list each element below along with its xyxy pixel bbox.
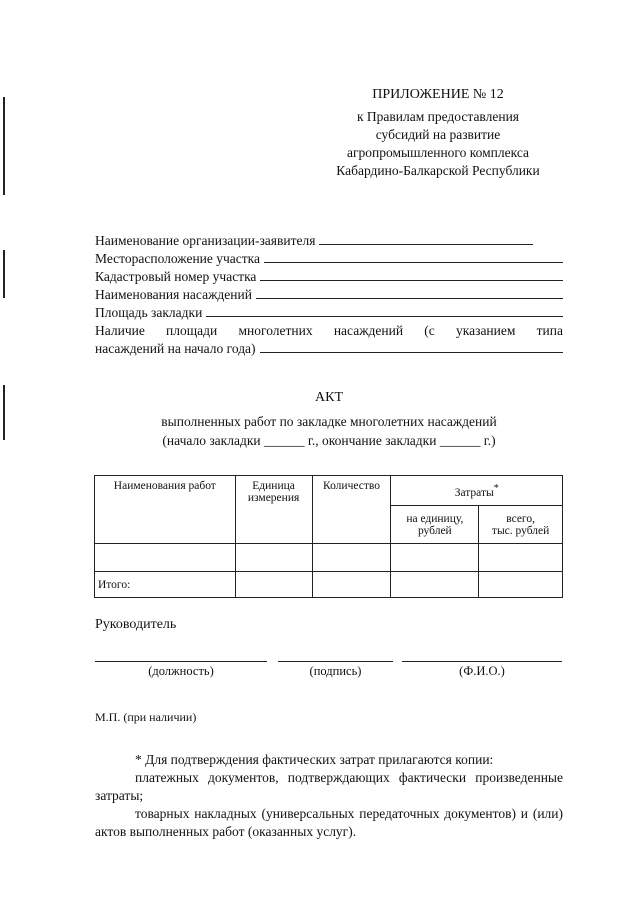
field-plantings <box>95 286 563 304</box>
field-label: Месторасположение участка <box>95 251 261 266</box>
field-label: Наименования насаждений <box>95 287 252 302</box>
field-label: Кадастровый номер участка <box>95 269 257 284</box>
applicant-fields <box>95 232 563 358</box>
field-area <box>95 304 563 322</box>
footnote <box>95 751 563 841</box>
total-label: Итого: <box>95 572 236 598</box>
sign-label: (подпись) <box>309 664 362 678</box>
field-label: насаждений на начало года) <box>95 341 256 356</box>
act-title: АКТ <box>315 390 343 405</box>
field-org-name <box>95 232 563 250</box>
fill-line[interactable] <box>319 232 533 245</box>
header-per-unit-line: рублей <box>417 524 452 537</box>
position-label: (должность) <box>148 664 214 678</box>
position-line[interactable] <box>95 661 267 662</box>
header-per-unit <box>391 506 479 544</box>
name-label: (Ф.И.О.) <box>459 664 505 678</box>
field-label: Наличие площади многолетних насаждений (с указанием типа <box>95 323 563 338</box>
table-cell[interactable] <box>235 572 312 598</box>
scan-mark-3 <box>3 385 5 440</box>
header-unit <box>235 476 312 544</box>
field-location <box>95 250 563 268</box>
fill-line[interactable] <box>260 340 563 353</box>
table-cell[interactable] <box>391 572 479 598</box>
fill-line[interactable] <box>264 250 563 263</box>
field-label: Площадь закладки <box>95 305 203 320</box>
appendix-line: субсидий на развитие <box>375 127 501 142</box>
header-total-line: тыс. рублей <box>491 524 550 537</box>
appendix-line: агропромышленного комплекса <box>347 145 529 160</box>
appendix-line: к Правилам предоставления <box>356 109 520 124</box>
header-quantity: Количество <box>312 476 391 544</box>
table-cell[interactable] <box>95 544 236 572</box>
header-unit-line: Единица <box>252 480 295 492</box>
table-cell[interactable] <box>312 544 391 572</box>
fill-line[interactable] <box>256 286 563 299</box>
act-subtitle: выполненных работ по закладке многолетних насаждений <box>161 414 497 429</box>
appendix-block <box>318 86 558 180</box>
fill-line[interactable] <box>206 304 563 317</box>
header-per-unit-line: на единицу, <box>406 512 464 525</box>
stamp-note: М.П. (при наличии) <box>95 710 197 724</box>
header-total <box>479 506 563 544</box>
name-line[interactable] <box>402 661 562 662</box>
sign-line[interactable] <box>278 661 393 662</box>
table-cell[interactable] <box>235 544 312 572</box>
table-header-row <box>95 476 563 506</box>
header-unit-line: измерения <box>247 492 300 504</box>
table-row <box>95 544 563 572</box>
footnote-line: товарных накладных (универсальных передаточных документов) и (или) актов выполненных работ (оказанных услуг). <box>95 806 563 839</box>
appendix-line: Кабардино-Балкарской Республики <box>336 163 540 178</box>
table-cell[interactable] <box>391 544 479 572</box>
footnote-line: * Для подтверждения фактических затрат прилагаются копии: <box>135 752 494 767</box>
fill-line[interactable] <box>260 268 563 281</box>
header-work-name: Наименования работ <box>95 476 236 544</box>
scan-mark-1 <box>3 97 5 195</box>
field-cadastral <box>95 268 563 286</box>
field-label: Наименование организации-заявителя <box>95 233 316 248</box>
footnote-line: платежных документов, подтверждающих фактически произведенные затраты; <box>95 770 563 803</box>
table-total-row <box>95 572 563 598</box>
header-total-line: всего, <box>506 512 535 525</box>
header-costs-label: Затраты <box>454 486 494 499</box>
scan-mark-2 <box>3 250 5 298</box>
table-cell[interactable] <box>479 544 563 572</box>
act-period: (начало закладки ______ г., окончание закладки ______ г.) <box>162 433 496 448</box>
header-costs <box>391 476 563 506</box>
footnote-mark: * <box>493 482 499 494</box>
field-perennial <box>95 322 563 340</box>
signature-head: Руководитель <box>95 617 177 632</box>
appendix-heading: ПРИЛОЖЕНИЕ № 12 <box>372 87 504 102</box>
table-cell[interactable] <box>312 572 391 598</box>
works-table <box>94 475 563 598</box>
table-cell[interactable] <box>479 572 563 598</box>
field-perennial-cont <box>95 340 563 358</box>
